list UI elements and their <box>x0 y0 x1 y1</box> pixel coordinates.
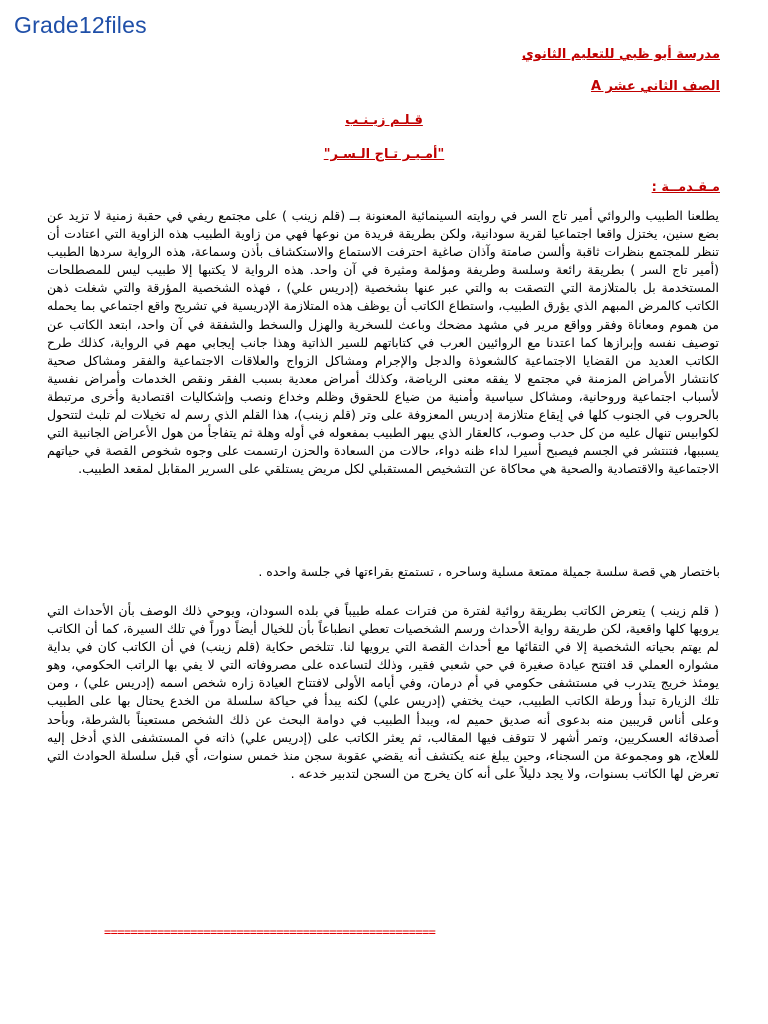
school-name: مدرسة أبو ظبي للتعليم الثانوي <box>521 47 720 62</box>
divider-line: ================================================== <box>104 925 436 939</box>
story-paragraph: ( قلم زينب ) يتعرض الكاتب بطريقة روائية لفترة من فترات عمله طبيباً في بلده السودان، ويوحي ذلك الوصف بأن الأحداث التي يرويها كلها واقعية، لكن طريقة رواية الأحداث ورسم الشخصيات تعطي انطباعاً بأن للخيال أيضاً دوراً في تلك السيرة، كما أن الكاتب لم يهتم بحياته الشخصية إلا في التقائها مع أحداث القصة التي يرويها لنا. تتلخص حكاية (قلم زينب) في أن الكاتب كان في بداية مشواره العملي قد افتتح عيادة صغيرة في حي شعبي فقير، وذلك لتساعده على مصروفاته التي لا يفي بها الراتب الحكومي، وهو يومئذ خريج يتدرب في مستشفى حكومي في أم درمان، وفي أيامه الأولى لافتتاح العيادة زاره شخص اسمه (إدريس علي) ، ومن تلك الزيارة تبدأ ورطة الكاتب الطبيب، حيث يختفي (إدريس علي) لكنه يبدأ في حياكة سلسلة من الخدع يحتال بها على الطبيب وعلى أناس قريبين منه بدعوى أنه صديق حميم له، ويبدأ الطبيب في دوامة البحث عن ذلك الشخص مستعيناً بالشرطة، وبأحد أصدقائه العسكريين، وتمر أشهر لا تتوقف فيها المقالب، ثم يعثر الكاتب على (إدريس علي) ذاته في المستشفى الذي أدخل إليه للعلاج، هو ومجموعة من السجناء، وحين يبلغ عنه يكتشف أنه يقضي عقوبة سجن منذ خمس سنوات، أي قبل سلسلة الحوادث التي تعرض لها الكاتب بسنوات، ولا يجد دليلاً على أنه كان يخرج من السجن لتدبير خدعه . <box>47 603 719 781</box>
author-title: قـلـم زيـنـب <box>345 113 423 128</box>
intro-paragraph: يطلعنا الطبيب والروائي أمير تاج السر في روايته السينمائية المعنونة بــ (قلم زينب ) على مجتمع ريفي في حقبة زمنية لا تزيد عن بضع سنين، يختزل واقعا اجتماعيا لقرية سودانية، ولكن بطريقة فريدة من نوعها فهي من زاوية الطبيب هذه الزاوية التي اعتادت أن تنظر للمجتمع بنظرات ثاقبة وألسن صامتة وآذان صاغية احترفت الاستماع والاستكشاف بأذن وسماعة، هذه الرواية سردها الطبيب (أمير تاج السر ) بطريقة رائعة وسلسة وطريفة ومؤلمة ومثيرة في آن واحد. هذه الرواية لا يكتبها إلا طبيب ليس للمصطلحات المستخدمة بل بالمتلازمة التي التصقت به والتي عبر عنها بشخصية (إدريس علي) ، فهذه الشخصية المؤرقة والتي شغلت ذهن الكاتب كالمرض المبهم الذي يؤرق الطبيب، واستطاع الكاتب أن يوظف هذه المتلازمة الإدريسية في تشريح واقع اجتماعي بما يحمله من هموم ومعاناة وفقر وواقع مرير في مشهد مضحك وباعث للسخرية والهزل والسخط والشفقة في آن واحد، ابتعد الكاتب عن توصيف نفسه وإبرازها كما اعتدنا مع الروائيين العرب في كتاباتهم للسير الذاتية وهذا جانب إيجابي مهم في الرواية، كذلك طرح الكاتب العديد من القضايا الاجتماعية كالشعوذة والدجل والإجرام ومشاكل الزواج والعلاقات الاجتماعية والفقر ومشاكل صحية كانتشار الأمراض المزمنة في مجتمع لا يفقه معنى الرياضة، وكذلك أمراض معدية بسبب الفقر ونقص الخدمات وأمراض نفسية لأسباب اجتماعية وروحانية، ومشاكل سياسية وأمنية من ضياع للحقوق وظلم وخداع ونصب وإشكاليات اقتصادية وأخرى مرتبطة بالحروب في الجنوب كلها في إيقاع متلازمة إدريس المعزوفة على وتر (قلم زينب)، هذا القلم الذي رسم له تخيلات لم تلبث لتتحول لكوابيس تنهال عليه من كل حدب وصوب، كالعقار الذي يبهر الطبيب بمفعوله في أوله وهلة ثم يتفاجأ من هول الأعراض الجانبية التي يسببها، فتنتشر في الجسم فيصبح أسيرا لداء ظنه دواء، حالات من السعادة والحزن ارتسمت على وجوه شخوص القصة في حياتهم الاجتماعية والاقتصادية والصحية هي محاكاة عن التشخيص المستقبلي لكل مريض يستلقي على السرير المقابل لمقعد الطبيب. <box>47 208 719 477</box>
summary-line: باختصار هي قصة سلسة جميلة ممتعة مسلية وساحره ، تستمتع بقراءتها في جلسة واحده . <box>258 564 720 579</box>
intro-heading: مـقـدمــة : <box>651 180 720 195</box>
site-brand: Grade12files <box>14 12 147 38</box>
grade-label: الصف الثاني عشر A <box>590 79 720 94</box>
book-title: "أمـيـر تـاج الـسـر" <box>323 147 445 162</box>
